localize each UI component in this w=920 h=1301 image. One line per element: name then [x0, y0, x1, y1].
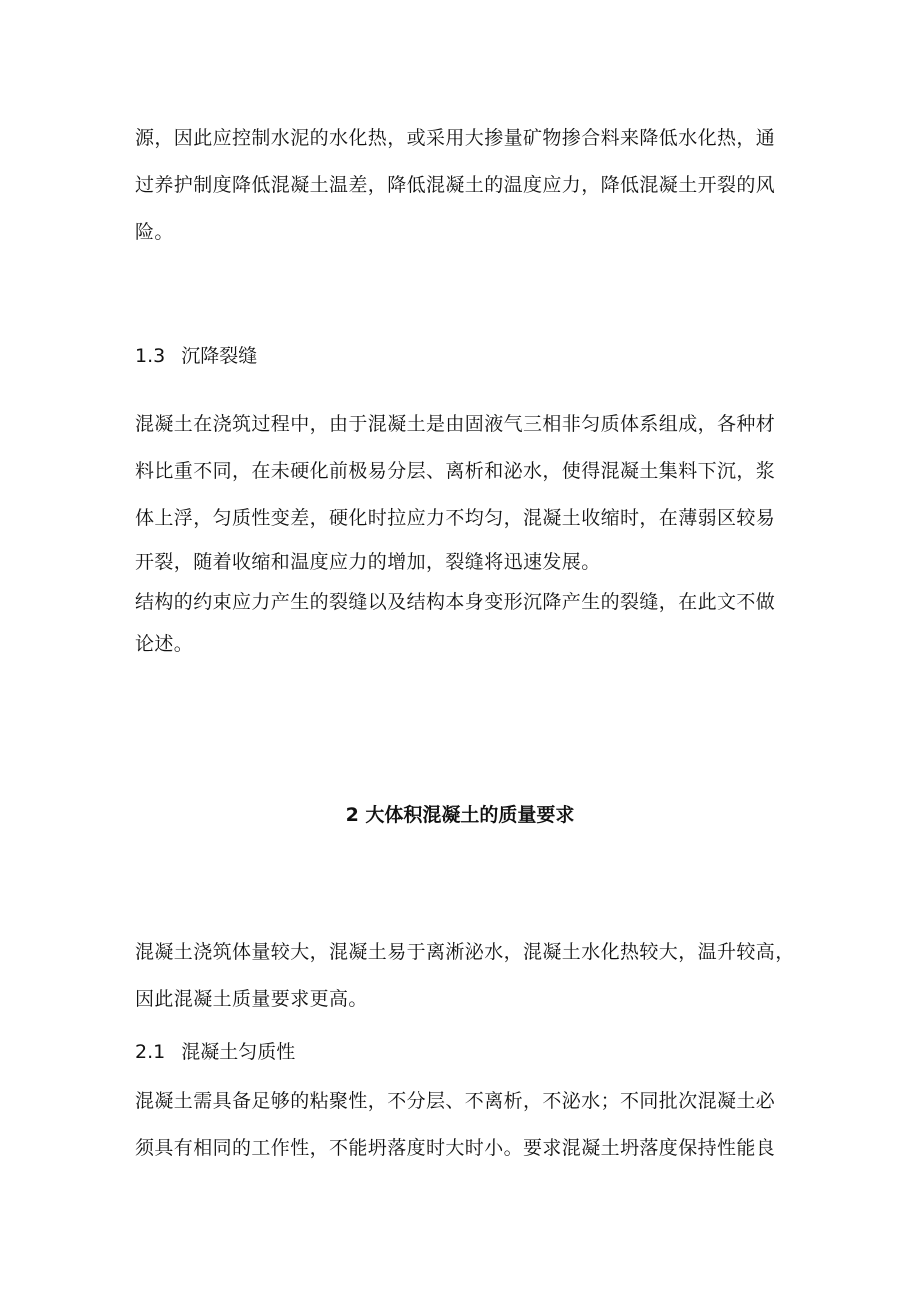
text-line: 料比重不同，在未硬化前极易分层、离析和泌水，使得混凝土集料下沉，浆	[135, 460, 776, 482]
text-line: 源，因此应控制水泥的水化热，或采用大掺量矿物掺合料来降低水化热，通	[135, 127, 776, 149]
text-line: 混凝土需具备足够的粘聚性，不分层、不离析，不泌水；不同批次混凝土必	[135, 1090, 776, 1112]
paragraph-quality	[135, 929, 795, 1023]
text-line: 体上浮，匀质性变差，硬化时拉应力不均匀，混凝土收缩时，在薄弱区较易	[135, 507, 776, 529]
paragraph-settlement	[135, 401, 795, 667]
heading-1-3	[135, 341, 257, 371]
heading-2-1	[135, 1037, 295, 1067]
section-title: 2 大体积混凝土的质量要求	[345, 804, 575, 826]
heading-title: 沉降裂缝	[181, 345, 258, 367]
text-line: 混凝土在浇筑过程中，由于混凝土是由固液气三相非匀质体系组成，各种材	[135, 413, 776, 435]
paragraph-intro	[135, 115, 795, 256]
text-line: 险。	[135, 221, 174, 243]
heading-number: 2.1	[135, 1041, 166, 1063]
text-line: 开裂，随着收缩和温度应力的增加，裂缝将迅速发展。	[135, 551, 601, 573]
paragraph-homogeneity	[135, 1078, 795, 1172]
text-line: 过养护制度降低混凝土温差，降低混凝土的温度应力，降低混凝土开裂的风	[135, 174, 776, 196]
text-line: 须具有相同的工作性，不能坍落度时大时小。要求混凝土坍落度保持性能良	[135, 1137, 776, 1159]
text-line: 结构的约束应力产生的裂缝以及结构本身变形沉降产生的裂缝，在此文不做	[135, 591, 776, 613]
heading-title: 混凝土匀质性	[181, 1041, 296, 1063]
text-line: 混凝土浇筑体量较大，混凝土易于离淅泌水，混凝土水化热较大，温升较高，	[135, 941, 795, 963]
text-line: 因此混凝土质量要求更高。	[135, 988, 368, 1010]
text-line: 论述。	[135, 633, 194, 655]
heading-number: 1.3	[135, 345, 166, 367]
